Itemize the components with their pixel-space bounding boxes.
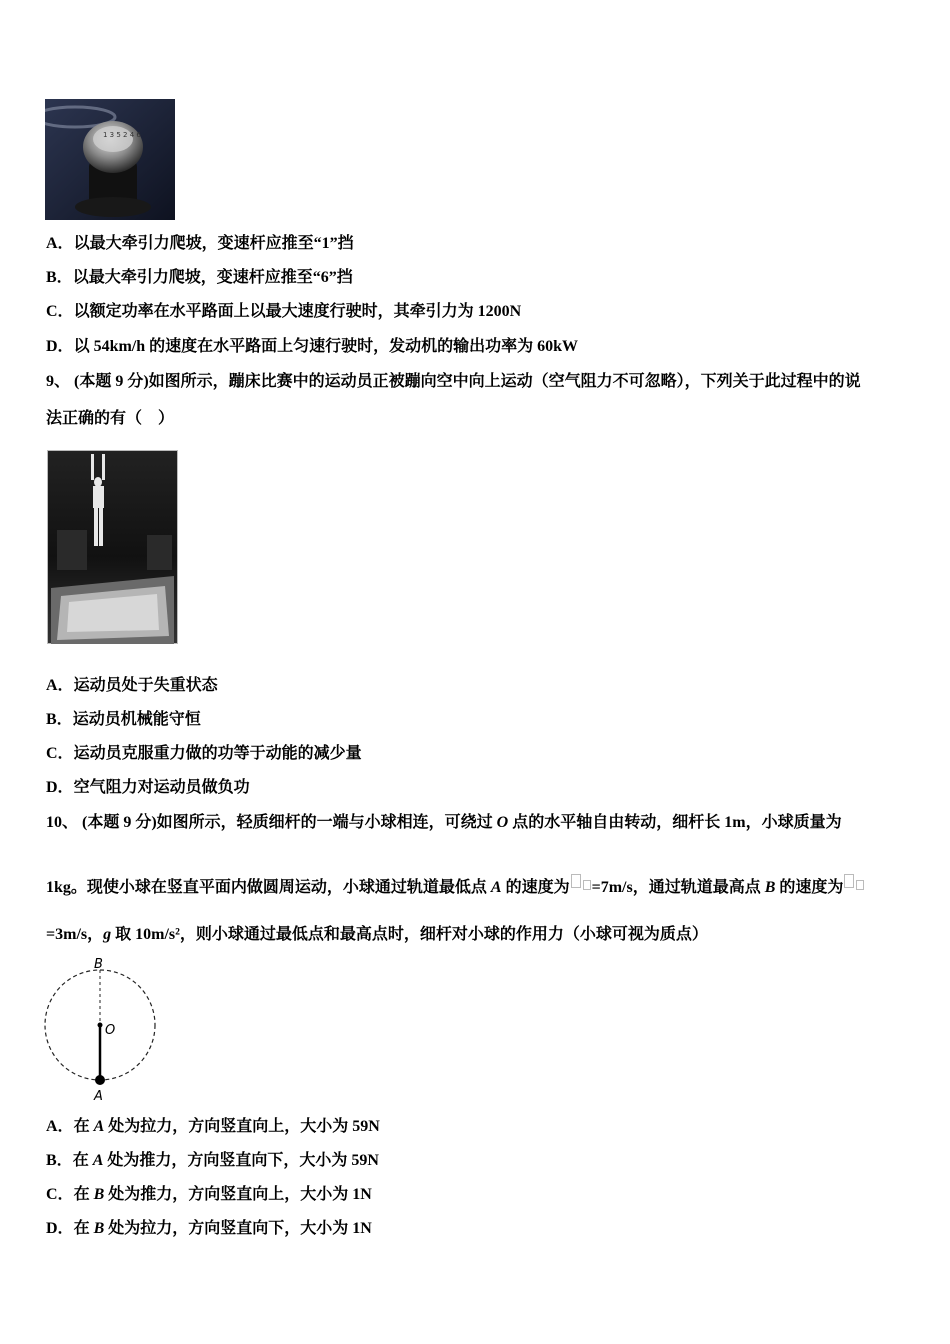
q9-option-c[interactable]: C．运动员克服重力做的功等于动能的减少量 bbox=[46, 745, 362, 762]
q10-stem-line2: 1kg。现使小球在竖直平面内做圆周运动，小球通过轨道最低点 A 的速度为 =7m/s，通过轨道最高点 B 的速度为 bbox=[46, 874, 865, 898]
q10-option-d[interactable]: D．在 B 处为拉力，方向竖直向下，大小为 1N bbox=[46, 1220, 372, 1237]
ball bbox=[95, 1075, 105, 1085]
q8-option-b[interactable]: B．以最大牵引力爬坡，变速杆应推至“6”挡 bbox=[46, 269, 353, 286]
trampoline-photo bbox=[47, 450, 178, 644]
label-o: O bbox=[105, 1023, 116, 1038]
q9-stem-line1: 9、 (本题 9 分)如图所示，蹦床比赛中的运动员正被蹦向空中向上运动（空气阻力不可忽略），下列关于此过程中的说 bbox=[46, 373, 861, 390]
q8-option-c[interactable]: C．以额定功率在水平路面上以最大速度行驶时，其牵引力为 1200N bbox=[46, 303, 522, 320]
formula-placeholder bbox=[844, 874, 854, 888]
q10-option-a[interactable]: A．在 A 处为拉力，方向竖直向上，大小为 59N bbox=[46, 1118, 380, 1135]
q8-option-d[interactable]: D．以 54km/h 的速度在水平路面上匀速行驶时，发动机的输出功率为 60kW bbox=[46, 338, 579, 355]
gear-shifter-photo bbox=[45, 99, 175, 220]
formula-placeholder bbox=[856, 880, 864, 890]
formula-placeholder bbox=[583, 880, 591, 890]
q10-stem-line3: =3m/s，g 取 10m/s²，则小球通过最低点和最高点时，细杆对小球的作用力（小球可视为质点） bbox=[46, 926, 708, 943]
q9-option-a[interactable]: A．运动员处于失重状态 bbox=[46, 677, 218, 694]
label-b: B bbox=[94, 957, 103, 972]
circular-motion-figure bbox=[40, 955, 165, 1105]
q9-option-b[interactable]: B．运动员机械能守恒 bbox=[46, 711, 201, 728]
shifter-digits: 1 3 5 2 4 6 bbox=[103, 131, 141, 139]
label-a: A bbox=[94, 1089, 103, 1104]
q9-option-d[interactable]: D．空气阻力对运动员做负功 bbox=[46, 779, 250, 796]
q9-stem-line2: 法正确的有（ ） bbox=[46, 410, 175, 427]
q10-option-c[interactable]: C．在 B 处为推力，方向竖直向上，大小为 1N bbox=[46, 1186, 372, 1203]
q8-option-a[interactable]: A．以最大牵引力爬坡，变速杆应推至“1”挡 bbox=[46, 235, 354, 252]
q10-option-b[interactable]: B．在 A 处为推力，方向竖直向下，大小为 59N bbox=[46, 1152, 379, 1169]
pivot-point bbox=[98, 1023, 103, 1028]
formula-placeholder bbox=[571, 874, 581, 888]
q10-stem-line1: 10、 (本题 9 分)如图所示，轻质细杆的一端与小球相连，可绕过 O 点的水平轴自由转动，细杆长 1m，小球质量为 bbox=[46, 814, 842, 831]
